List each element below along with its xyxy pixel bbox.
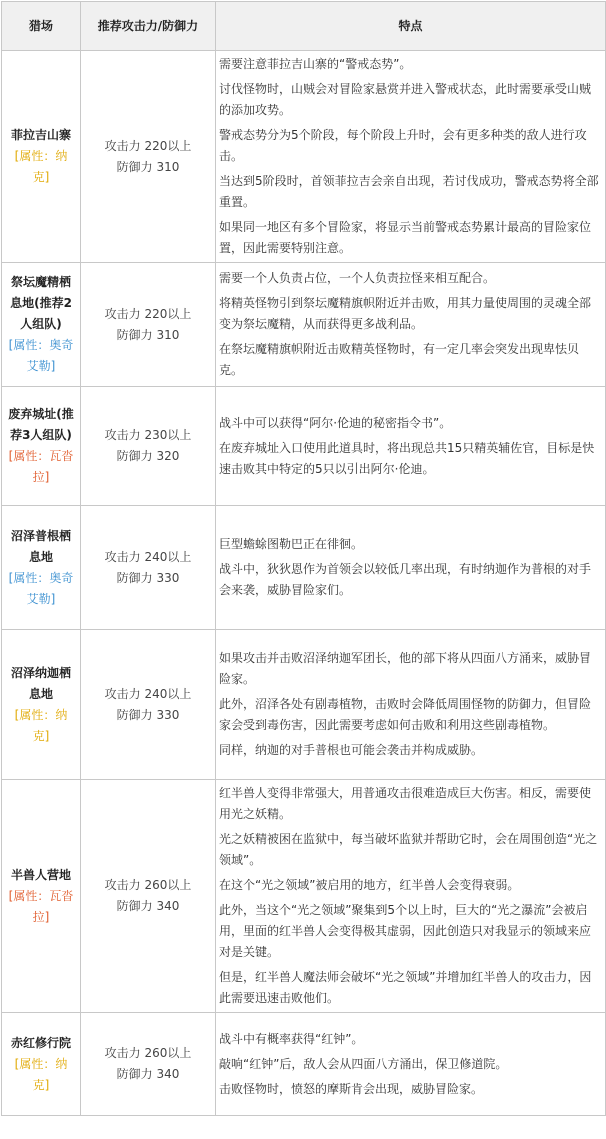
note-paragraph: 同样，纳迦的对手普根也可能会袭击并构成威胁。 <box>219 743 484 757</box>
note-paragraph: 需要一个人负责占位，一个人负责拉怪来相互配合。 <box>219 271 496 285</box>
zone-attribute: [属性：瓦沓拉] <box>8 449 74 484</box>
zone-name: 半兽人营地 <box>10 867 71 882</box>
zone-name: 赤红修行院 <box>10 1035 71 1050</box>
notes-cell <box>216 263 606 387</box>
note-paragraph: 如果攻击并击败沼泽纳迦军团长，他的部下将从四面八方涌来，威胁冒险家。 <box>219 651 592 686</box>
zone-attribute: [属性：瓦沓拉] <box>8 888 74 924</box>
defense-requirement: 防御力 340 <box>116 899 180 913</box>
power-cell <box>81 506 216 630</box>
defense-requirement: 防御力 330 <box>116 570 180 585</box>
header-row <box>2 2 606 51</box>
zone-name: 祭坛魔精栖息地(推荐2人组队) <box>10 275 72 331</box>
power-cell <box>81 263 216 387</box>
zone-attribute: [属性：奥奇艾勒] <box>8 570 74 606</box>
power-cell <box>81 387 216 506</box>
note-paragraph: 但是，红半兽人魔法师会破坏“光之领域”并增加红半兽人的攻击力，因此需要迅速击败他们。 <box>219 970 592 1005</box>
table-row <box>2 780 606 1013</box>
notes-cell <box>216 51 606 263</box>
note-paragraph: 光之妖精被困在监狱中，每当破坏监狱并帮助它时，会在周围创造“光之领域”。 <box>219 832 598 867</box>
notes-cell <box>216 506 606 630</box>
note-paragraph: 此外，沼泽各处有剧毒植物，击败时会降低周围怪物的防御力，但冒险家会受到毒伤害，因此需要考虑如何击败和利用这些剧毒植物。 <box>219 697 592 732</box>
notes-cell <box>216 387 606 506</box>
header-zone: 猎场 <box>2 2 81 51</box>
power-cell <box>81 1013 216 1116</box>
attack-requirement: 攻击力 220以上 <box>104 138 192 153</box>
attack-requirement: 攻击力 260以上 <box>104 1046 192 1060</box>
note-paragraph: 讨伐怪物时，山贼会对冒险家悬赏并进入警戒状态，此时需要承受山贼的添加攻势。 <box>219 82 592 117</box>
defense-requirement: 防御力 340 <box>116 1067 180 1081</box>
note-paragraph: 击败怪物时，愤怒的摩斯肯会出现，威胁冒险家。 <box>219 1081 484 1096</box>
header-power: 推荐攻击力/防御力 <box>81 2 216 51</box>
note-paragraph: 在祭坛魔精旗帜附近击败精英怪物时，有一定几率会突发出现卑怯贝克。 <box>219 342 580 377</box>
defense-requirement: 防御力 330 <box>116 707 180 722</box>
zone-cell <box>2 630 81 780</box>
power-cell <box>81 780 216 1013</box>
power-cell <box>81 630 216 780</box>
notes-cell <box>216 630 606 780</box>
zone-name: 沼泽普根栖息地 <box>10 528 71 564</box>
hunting-ground-table <box>1 1 606 1116</box>
attack-requirement: 攻击力 240以上 <box>104 549 192 564</box>
zone-name: 废弃城址(推荐3人组队) <box>8 407 74 442</box>
zone-name: 沼泽纳迦栖息地 <box>10 665 71 701</box>
note-paragraph: 敲响“红钟”后，敌人会从四面八方涌出，保卫修道院。 <box>219 1056 508 1071</box>
note-paragraph: 此外，当这个“光之领域”聚集到5个以上时，巨大的“光之瀑流”会被启用，里面的红半兽人会变得极其虚弱，因此创造只对我显示的领域来应对是关键。 <box>219 903 592 959</box>
zone-cell <box>2 387 81 506</box>
zone-cell <box>2 1013 81 1116</box>
notes-cell <box>216 780 606 1013</box>
note-paragraph: 需要注意菲拉吉山寨的“警戒态势”。 <box>219 57 412 71</box>
note-paragraph: 红半兽人变得非常强大，用普通攻击很难造成巨大伤害。相反，需要使用光之妖精。 <box>219 786 592 821</box>
zone-cell <box>2 780 81 1013</box>
note-paragraph: 战斗中可以获得“阿尔·伦迪的秘密指令书”。 <box>219 415 452 430</box>
defense-requirement: 防御力 310 <box>116 159 180 174</box>
table-row <box>2 630 606 780</box>
table-row <box>2 263 606 387</box>
table-row <box>2 387 606 506</box>
attack-requirement: 攻击力 260以上 <box>104 878 192 892</box>
note-paragraph: 在这个“光之领域”被启用的地方，红半兽人会变得衰弱。 <box>219 878 520 892</box>
power-cell <box>81 51 216 263</box>
zone-attribute: [属性：奥奇艾勒] <box>8 338 74 373</box>
notes-cell <box>216 1013 606 1116</box>
attack-requirement: 攻击力 240以上 <box>104 686 192 701</box>
defense-requirement: 防御力 310 <box>116 327 180 342</box>
zone-attribute: [属性：纳克] <box>14 1056 68 1092</box>
table-row <box>2 1013 606 1116</box>
header-notes: 特点 <box>216 2 606 51</box>
note-paragraph: 战斗中，狄狄恩作为首领会以较低几率出现，有时纳迦作为普根的对手会来袭，威胁冒险家们。 <box>219 562 592 597</box>
attack-requirement: 攻击力 230以上 <box>104 428 192 442</box>
zone-attribute: [属性：纳克] <box>14 149 68 184</box>
table-row <box>2 506 606 630</box>
zone-cell <box>2 51 81 263</box>
zone-name: 菲拉吉山寨 <box>10 128 71 142</box>
note-paragraph: 当达到5阶段时，首领菲拉吉会亲自出现，若讨伐成功，警戒态势将全部重置。 <box>219 174 599 209</box>
zone-attribute: [属性：纳克] <box>14 707 68 743</box>
attack-requirement: 攻击力 220以上 <box>104 306 192 321</box>
zone-cell <box>2 506 81 630</box>
note-paragraph: 如果同一地区有多个冒险家，将显示当前警戒态势累计最高的冒险家位置，因此需要特别注意。 <box>219 220 592 255</box>
zone-cell <box>2 263 81 387</box>
note-paragraph: 将精英怪物引到祭坛魔精旗帜附近并击败，用其力量使周围的灵魂全部变为祭坛魔精，从而获得更多战利品。 <box>219 296 592 331</box>
note-paragraph: 警戒态势分为5个阶段，每个阶段上升时，会有更多种类的敌人进行攻击。 <box>219 128 587 163</box>
note-paragraph: 巨型蟾蜍图勒巴正在徘徊。 <box>219 537 364 551</box>
note-paragraph: 战斗中有概率获得“红钟”。 <box>219 1031 364 1046</box>
note-paragraph: 在废弃城址入口使用此道具时，将出现总共15只精英辅佐官，目标是快速击败其中特定的5只以引出阿尔·伦迪。 <box>219 440 595 476</box>
table-row <box>2 51 606 263</box>
defense-requirement: 防御力 320 <box>116 449 180 463</box>
